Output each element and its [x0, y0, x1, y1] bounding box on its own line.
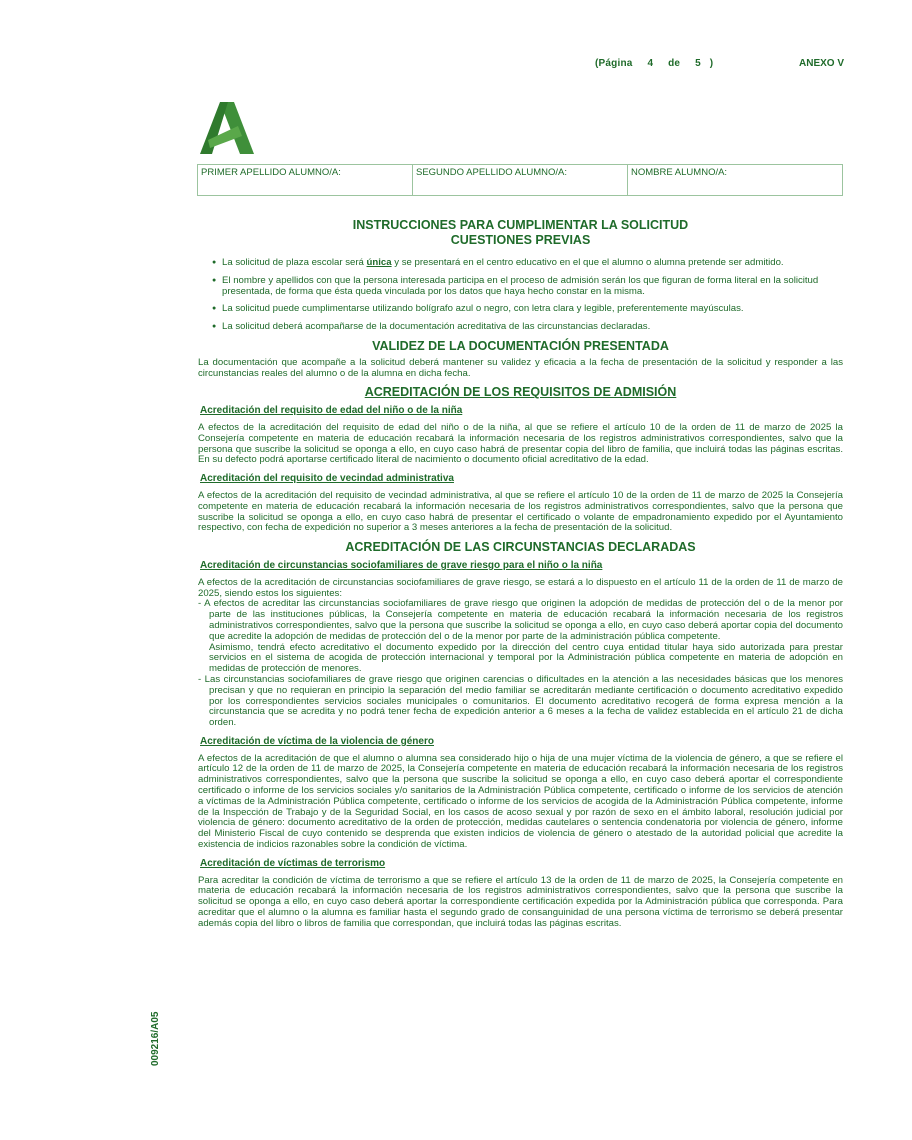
page-number: 4	[647, 58, 654, 69]
student-name-field[interactable]	[628, 165, 842, 195]
page-total: 5	[695, 58, 701, 69]
circumstances-title: ACREDITACIÓN DE LAS CIRCUNSTANCIAS DECLARADAS	[345, 540, 696, 555]
social-risk-item-1b: Asimismo, tendrá efecto acreditativo el documento expedido por la dirección del centro cuya entidad titular haya sido autorizada para prestar servicios en el sistema de acogida de protección internacional y temporal por la Administración pública competente en materia de adopción en medidas de protección de menores.	[209, 641, 843, 675]
social-risk-intro: A efectos de la acreditación de circunstancias sociofamiliares de grave riesgo, se estará a lo dispuesto en el artículo 11 de la orden de 11 de marzo de 2025, siendo estos los siguientes:	[198, 576, 843, 599]
gender-violence-text: A efectos de la acreditación de que el alumno o alumna sea considerado hijo o hija de una mujer víctima de la violencia de género, a que se refiere el artículo 12 de la orden de 11 de marzo de 2025, la Consejería competente en materia de educación recabará la información necesaria de los registros administrativos correspondientes, salvo que la persona que suscribe la solicitud se oponga a ello, en cuyo caso deberá aportar el correspondiente certificado o informe de los servicios sociales y/o sanitarios de la Administración Pública competente, certificado o informe de los servicios de atención a víctimas de la Administración Pública competente, certificado o informe de los servicios de acogida de la Administración Pública competente, informe de la Inspección de Trabajo y de la Seguridad Social, en los casos de acoso sexual y por razón de sexo en el ámbito laboral, resolución judicial por violencia de género: documento acreditativo de la orden de protección, medidas cautelares o sentencia condenatoria por violencia de género, informe del Ministerio Fiscal de cuyo contenido se desprenda que existen indicios de violencia de género o atestado de la autoridad policial que acredite la existencia de indicios razonables sobre la condición de víctima.	[198, 752, 843, 851]
residence-requirement-title: Acreditación del requisito de vecindad administrativa	[200, 473, 454, 485]
annex-label: ANEXO V	[799, 58, 845, 69]
form-code: 009216/A05	[150, 1011, 161, 1066]
social-risk-item-1: - A efectos de acreditar las circunstancias sociofamiliares de grave riesgo que originen la adopción de medidas de protección del o de la menor por parte de las instituciones públicas, la Consejería competente en materia de educación recabará la información necesaria de los registros administrativos correspondientes, salvo que la persona que suscribe la solicitud se oponga a ello, en cuyo caso deberá aportar copia del documento que acredite la adopción de medidas de protección del o de la menor por parte de la administración pública competente.	[198, 598, 843, 642]
gender-violence-title: Acreditación de víctima de la violencia de género	[200, 735, 434, 747]
social-risk-title: Acreditación de circunstancias sociofamiliares de grave riesgo para el niño o la niña	[200, 559, 603, 571]
page-close: )	[709, 58, 714, 69]
terrorism-text: Para acreditar la condición de víctima de terrorismo a que se refiere el artículo 13 de la orden de 11 de marzo de 2025, la Consejería competente en materia de educación recabará la información necesaria de los registros administrativos correspondientes, salvo que la persona que suscribe la solicitud se oponga a ello, en cuyo caso deberá aportar la correspondiente certificación expedida por la Administración pública que corresponda. Para acreditar que el alumno o la alumna es familiar hasta el segundo grado de consanguinidad de una persona víctima de terrorismo se deberá presentar además copia del libro o libros de familia que correspondan, que incluirá todas las páginas escritas.	[198, 874, 843, 929]
second-surname-label: SEGUNDO APELLIDO ALUMNO/A:	[416, 167, 567, 178]
page-de: de	[668, 58, 681, 69]
emphasis-text: única	[366, 257, 392, 268]
second-surname-field[interactable]	[413, 165, 628, 195]
age-requirement-text: A efectos de la acreditación del requisito de edad del niño o de la niña, al que se refiere el artículo 10 de la orden de 11 de marzo de 2025 la Consejería competente en materia de educación recabará la información necesaria de los registros administrativos correspondientes, salvo que la persona que suscribe la solicitud se oponga a ello, en cuyo caso habrá de presentar copia del libro de familia, que incluirá todas las páginas escritas. En su defecto podrá aportarse certificado literal de nacimiento o documento oficial acreditativo de la edad.	[198, 421, 843, 466]
list-item: ● La solicitud puede cumplimentarse utilizando bolígrafo azul o negro, con letra clara y legible, preferentemente mayúsculas.	[212, 304, 843, 315]
first-surname-field[interactable]	[198, 165, 413, 195]
instructions-title: INSTRUCCIONES PARA CUMPLIMENTAR LA SOLICITUD	[352, 218, 689, 232]
instructions-body	[198, 218, 843, 934]
page-open: (Página	[595, 58, 633, 69]
terrorism-title: Acreditación de víctimas de terrorismo	[200, 857, 386, 869]
validity-text: La documentación que acompañe a la solicitud deberá mantener su validez y eficacia a la fecha de presentación de la solicitud y responder a las circunstancias reales del alumno o de la alumna en dicha fecha.	[198, 356, 843, 379]
requirements-title: ACREDITACIÓN DE LOS REQUISITOS DE ADMISIÓN	[364, 385, 677, 400]
page-indicator	[595, 58, 713, 69]
preliminary-title: CUESTIONES PREVIAS	[450, 233, 591, 247]
student-names-table	[197, 164, 843, 196]
preliminary-list	[198, 258, 843, 333]
age-requirement-title: Acreditación del requisito de edad del niño o de la niña	[200, 405, 463, 417]
validity-title: VALIDEZ DE LA DOCUMENTACIÓN PRESENTADA	[372, 338, 669, 353]
student-name-label: NOMBRE ALUMNO/A:	[631, 167, 728, 178]
social-risk-item-2: - Las circunstancias sociofamiliares de grave riesgo que originen carencias o dificultades en la atención a las necesidades básicas que los menores precisan y que no requieran en principio la separación del medio familiar se acreditarán mediante certificación o documento acreditativo expedido por los correspondientes servicios sociales municipales o comunitarios. El documento acreditativo recogerá de forma expresa mención a la circunstancia que se acredita y no podrá tener fecha de expedición anterior a 6 meses a la fecha de validez establecida en el artículo 21 de dicha orden.	[198, 673, 843, 729]
junta-andalucia-logo-icon	[198, 100, 256, 156]
residence-requirement-text: A efectos de la acreditación del requisito de vecindad administrativa, al que se refiere el artículo 10 de la orden de 11 de marzo de 2025 la Consejería competente en materia de educación recabará la información necesaria de los registros administrativos correspondientes, salvo que la persona que suscribe la solicitud se oponga a ello, en cuyo caso habrá de presentar el certificado o volante de empadronamiento expedido por el Ayuntamiento respectivo, con fecha de expedición no superior a 3 meses anteriores a la fecha de presentación de la solicitud.	[198, 489, 843, 534]
list-item: ● El nombre y apellidos con que la persona interesada participa en el proceso de admisión serán los que figuran de forma literal en la solicitud presentada, de forma que ésta queda vinculada por los datos que haya hecho constar en la misma.	[212, 276, 843, 298]
bullet-text: y se presentará en el centro educativo en el que el alumno o alumna pretende ser admitido.	[391, 257, 784, 268]
list-item: ● La solicitud deberá acompañarse de la documentación acreditativa de las circunstancias declaradas.	[212, 322, 843, 333]
list-item	[212, 258, 843, 269]
bullet-text: La solicitud de plaza escolar será	[222, 257, 367, 268]
first-surname-label: PRIMER APELLIDO ALUMNO/A:	[201, 167, 341, 178]
